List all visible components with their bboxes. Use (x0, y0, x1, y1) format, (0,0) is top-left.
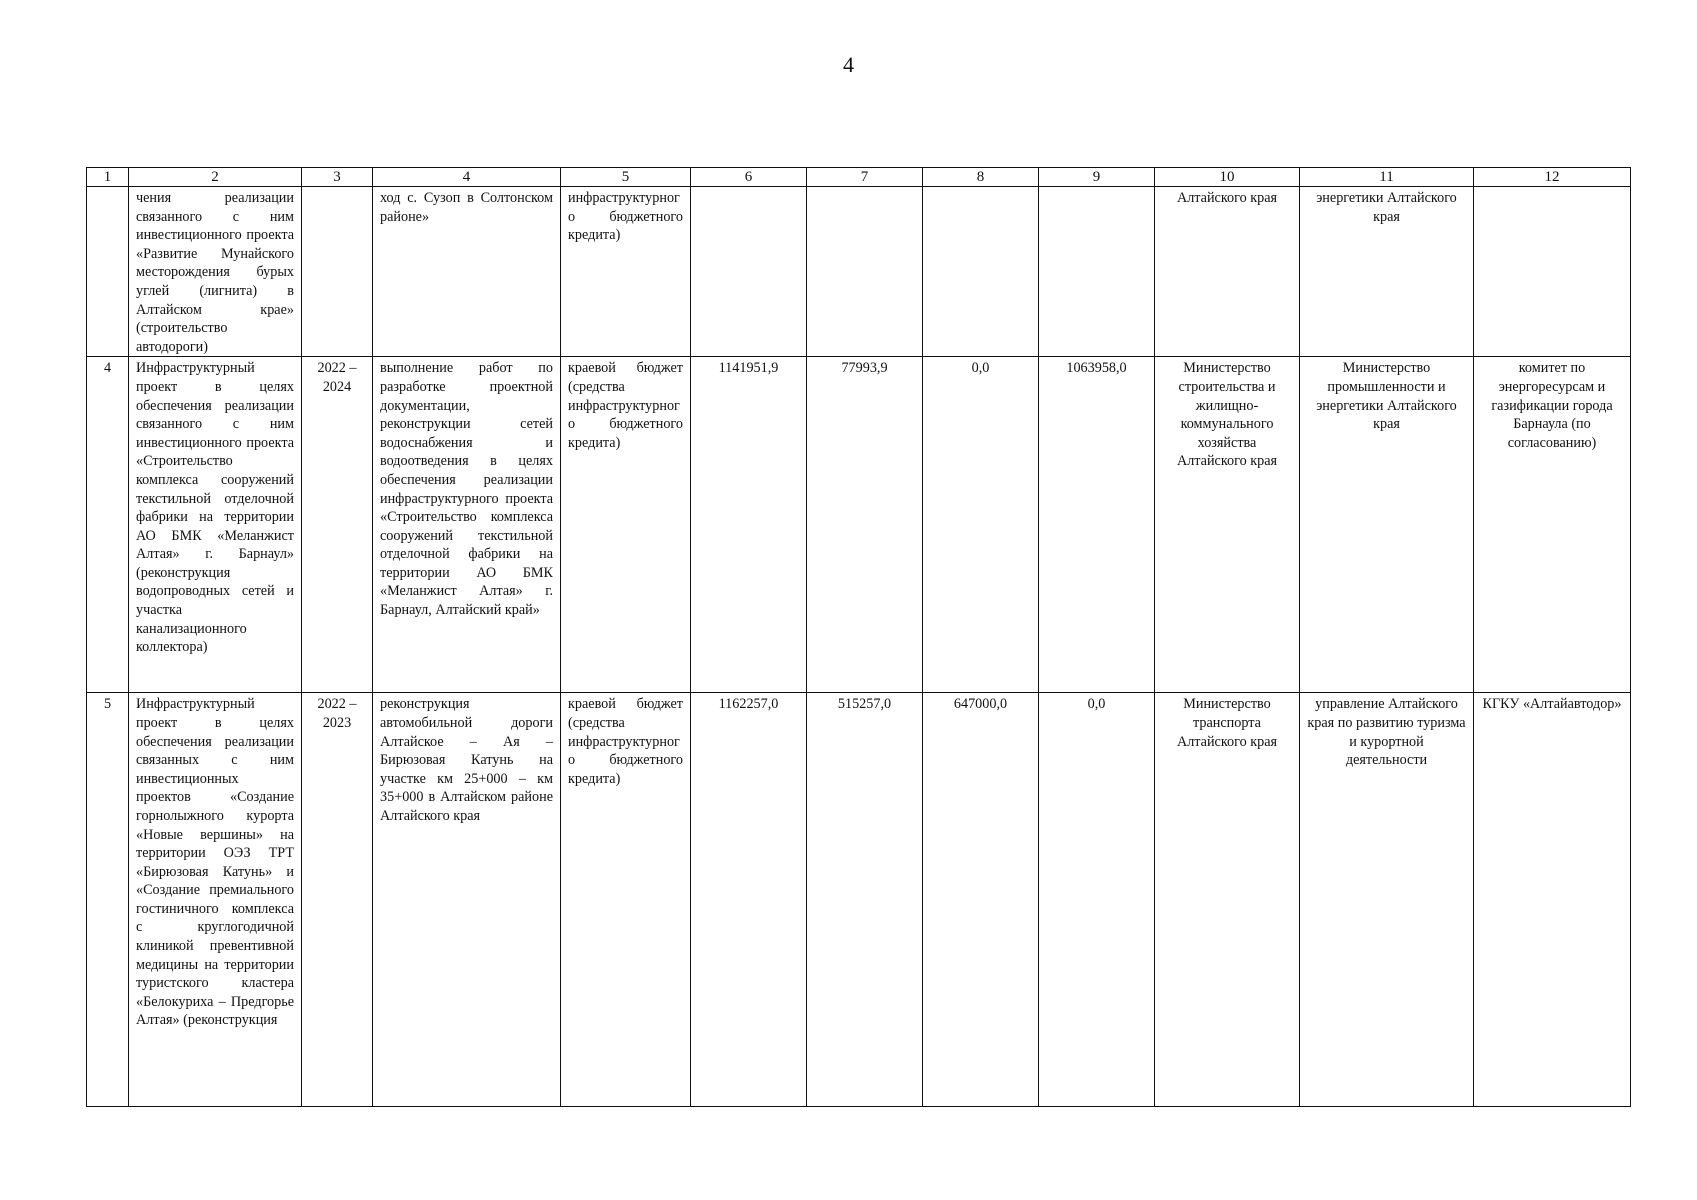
column-header: 5 (561, 168, 691, 187)
project-description: выполнение работ по разработке проектной документации, реконструкции сетей водоснабжения и водоотведения в целях обеспечения реализации инфраструктурного проекта «Строительство комплекса сооружений текстильной отделочной фабрики на территории АО БМК «Меланжист Алтая» г. Барнаул, Алтайский край» (373, 357, 561, 693)
program-table (86, 167, 1631, 1107)
funding-col8: 0,0 (923, 357, 1039, 693)
column-header: 11 (1300, 168, 1474, 187)
page-number: 4 (843, 52, 854, 77)
column-header: 7 (807, 168, 923, 187)
funding-col9: 0,0 (1039, 693, 1155, 1107)
funding-total: 1162257,0 (691, 693, 807, 1107)
funding-col8 (923, 187, 1039, 357)
participant: комитет по энергоресурсам и газификации города Барнаула (по согласованию) (1474, 357, 1631, 693)
participant: КГКУ «Алтайавтодор» (1474, 693, 1631, 1107)
funding-col8: 647000,0 (923, 693, 1039, 1107)
funding-source: краевой бюджет (средства инфраструктурного бюджетного кредита) (561, 693, 691, 1107)
column-header: 10 (1155, 168, 1300, 187)
column-header: 6 (691, 168, 807, 187)
project-description: реконструкция автомобильной дороги Алтайское – Ая – Бирюзовая Катунь на участке км 25+000 – км 35+000 в Алтайском районе Алтайского края (373, 693, 561, 1107)
funding-col7: 77993,9 (807, 357, 923, 693)
co-executor: энергетики Алтайского края (1300, 187, 1474, 357)
funding-col7: 515257,0 (807, 693, 923, 1107)
funding-source: инфраструктурного бюджетного кредита) (561, 187, 691, 357)
responsible-executor: Алтайского края (1155, 187, 1300, 357)
column-header: 4 (373, 168, 561, 187)
project-period (302, 187, 373, 357)
project-description: ход с. Сузоп в Солтонском районе» (373, 187, 561, 357)
project-name: Инфраструктурный проект в целях обеспечения реализации связанных с ним инвестиционных проектов «Создание горнолыжного курорта «Новые вершины» на территории ОЭЗ ТРТ «Бирюзовая Катунь» и «Создание премиального гостиничного комплекса с круглогодичной клиникой превентивной медицины на территории туристского кластера «Белокуриха – Предгорье Алтая» (реконструкция (129, 693, 302, 1107)
row-number: 5 (87, 693, 129, 1107)
co-executor: Министерство промышленности и энергетики Алтайского края (1300, 357, 1474, 693)
table-header-row (87, 168, 1631, 187)
table-row (87, 187, 1631, 357)
funding-source: краевой бюджет (средства инфраструктурного бюджетного кредита) (561, 357, 691, 693)
project-name: чения реализации связанного с ним инвестиционного проекта «Развитие Мунайского месторождения бурых углей (лигнита) в Алтайском крае» (строительство автодороги) (129, 187, 302, 357)
responsible-executor: Министерство строительства и жилищно-коммунального хозяйства Алтайского края (1155, 357, 1300, 693)
project-name: Инфраструктурный проект в целях обеспечения реализации связанного с ним инвестиционного проекта «Строительство комплекса сооружений текстильной отделочной фабрики на территории АО БМК «Меланжист Алтая» г. Барнаул» (реконструкция водопроводных сетей и участка канализационного коллектора) (129, 357, 302, 693)
column-header: 8 (923, 168, 1039, 187)
funding-total: 1141951,9 (691, 357, 807, 693)
column-header: 12 (1474, 168, 1631, 187)
table-row (87, 357, 1631, 693)
funding-col9 (1039, 187, 1155, 357)
column-header: 9 (1039, 168, 1155, 187)
table-row (87, 693, 1631, 1107)
participant (1474, 187, 1631, 357)
funding-col7 (807, 187, 923, 357)
funding-total (691, 187, 807, 357)
co-executor: управление Алтайского края по развитию туризма и курортной деятельности (1300, 693, 1474, 1107)
column-header: 3 (302, 168, 373, 187)
column-header: 1 (87, 168, 129, 187)
funding-col9: 1063958,0 (1039, 357, 1155, 693)
project-period: 2022 – 2023 (302, 693, 373, 1107)
row-number: 4 (87, 357, 129, 693)
column-header: 2 (129, 168, 302, 187)
row-number (87, 187, 129, 357)
project-period: 2022 – 2024 (302, 357, 373, 693)
responsible-executor: Министерство транспорта Алтайского края (1155, 693, 1300, 1107)
